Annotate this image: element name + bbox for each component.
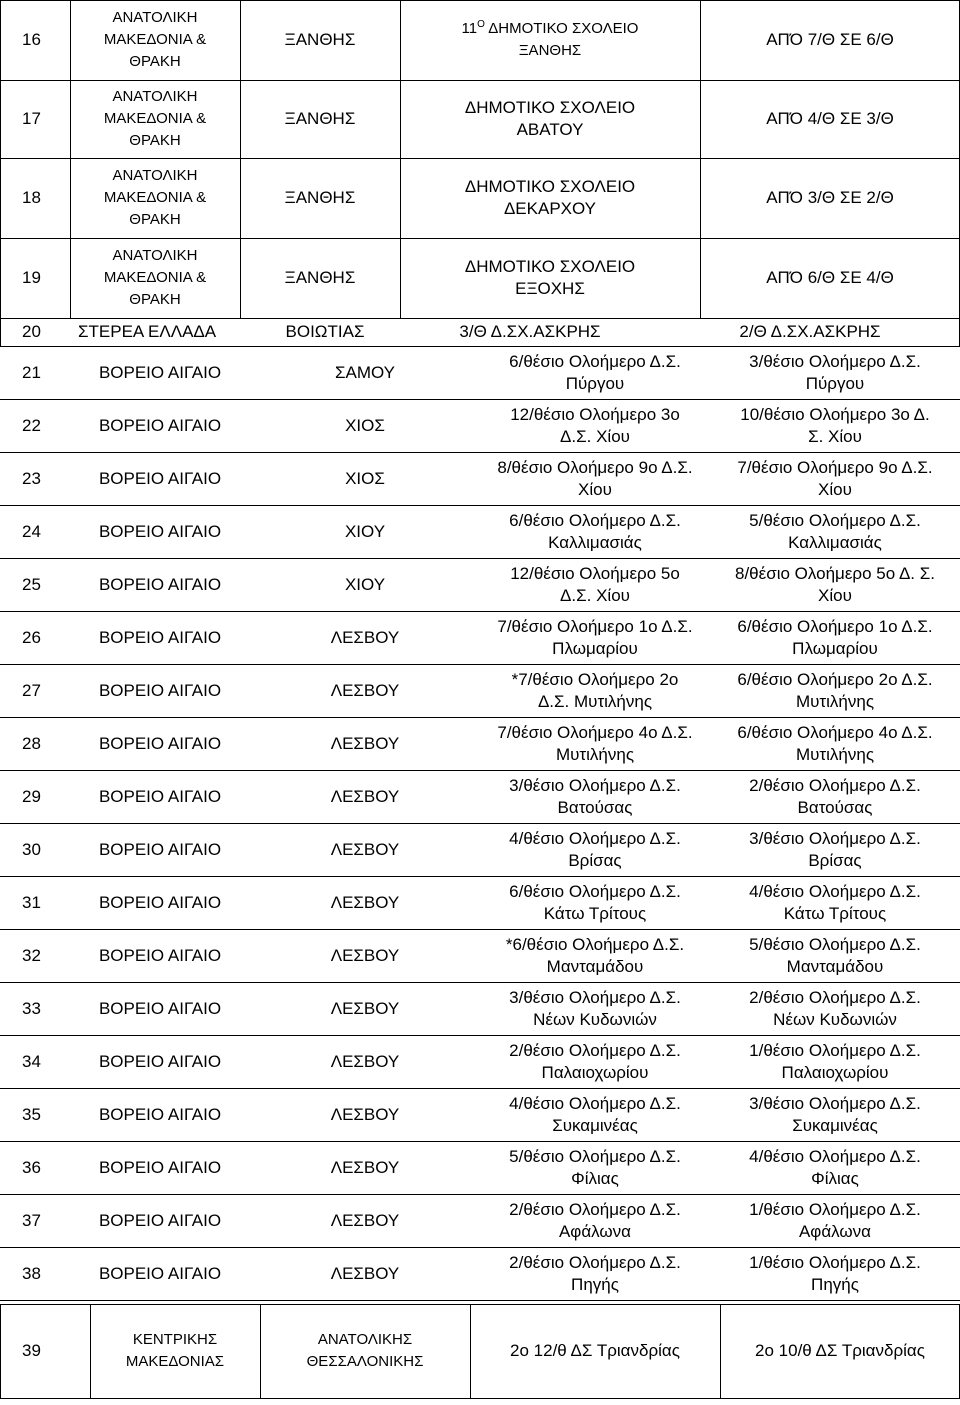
unit-cell bbox=[250, 876, 480, 929]
from-cell bbox=[470, 1247, 720, 1300]
to-cell bbox=[710, 823, 960, 876]
row-number-text: 24 bbox=[22, 521, 41, 541]
row-number-text: 18 bbox=[22, 188, 41, 207]
column-divider bbox=[400, 0, 401, 318]
unit-cell bbox=[250, 558, 480, 611]
unit-cell-text: ΞΑΝΘΗΣ bbox=[284, 188, 356, 207]
from-cell bbox=[470, 1035, 720, 1088]
region-cell bbox=[70, 1194, 250, 1247]
from-cell-text: 3/θέσιο Ολοήμερο Δ.Σ. Νέων Κυδωνιών bbox=[509, 987, 681, 1029]
row-number-text: 32 bbox=[22, 945, 41, 965]
change-cell bbox=[700, 158, 960, 238]
unit-cell bbox=[240, 80, 400, 158]
row-number-text: 25 bbox=[22, 574, 41, 594]
region-cell-text: ΒΟΡΕΙΟ ΑΙΓΑΙΟ bbox=[98, 415, 222, 435]
row-number-text: 16 bbox=[22, 30, 41, 49]
row-number-text: 31 bbox=[22, 892, 41, 912]
unit-cell bbox=[250, 505, 480, 558]
region-cell-text: ΒΟΡΕΙΟ ΑΙΓΑΙΟ bbox=[98, 680, 222, 700]
to-cell-text: 10/θέσιο Ολοήμερο 3ο Δ. Σ. Χίου bbox=[740, 404, 930, 446]
column-divider bbox=[0, 0, 1, 346]
to-cell bbox=[710, 505, 960, 558]
to-cell bbox=[710, 1141, 960, 1194]
unit-cell-text: ΞΑΝΘΗΣ bbox=[284, 30, 356, 49]
from-cell bbox=[470, 399, 720, 452]
change-cell-text: ΑΠΌ 7/Θ ΣΕ 6/Θ bbox=[766, 30, 894, 49]
row-number-text: 33 bbox=[22, 998, 41, 1018]
region-cell-text: ΒΟΡΕΙΟ ΑΙΓΑΙΟ bbox=[98, 1157, 222, 1177]
to-cell-text: 5/θέσιο Ολοήμερο Δ.Σ. Καλλιμασιάς bbox=[749, 510, 921, 552]
unit-cell bbox=[250, 982, 480, 1035]
region-cell-text: ΑΝΑΤΟΛΙΚΗ ΜΑΚΕΔΟΝΙΑ & ΘΡΑΚΗ bbox=[103, 88, 207, 149]
unit-cell bbox=[250, 611, 480, 664]
to-cell bbox=[710, 1035, 960, 1088]
to-cell-text: 2/θέσιο Ολοήμερο Δ.Σ. Νέων Κυδωνιών bbox=[749, 987, 921, 1029]
region-cell-text: ΒΟΡΕΙΟ ΑΙΓΑΙΟ bbox=[98, 362, 222, 382]
region-cell-text: ΒΟΡΕΙΟ ΑΙΓΑΙΟ bbox=[98, 1104, 222, 1124]
row-number-text: 19 bbox=[22, 268, 41, 287]
to-cell-text: 3/θέσιο Ολοήμερο Δ.Σ. Βρίσας bbox=[749, 828, 921, 870]
from-cell-text: 2/θέσιο Ολοήμερο Δ.Σ. Πηγής bbox=[509, 1252, 681, 1294]
school-prefix-sup: Ο bbox=[477, 19, 485, 30]
region-cell bbox=[70, 238, 240, 318]
change-cell-text: ΑΠΌ 6/Θ ΣΕ 4/Θ bbox=[766, 268, 894, 287]
region-cell-text: ΒΟΡΕΙΟ ΑΙΓΑΙΟ bbox=[98, 892, 222, 912]
from-cell-text: 2ο 12/θ ΔΣ Τριανδρίας bbox=[510, 1341, 680, 1360]
to-cell-text: 6/θέσιο Ολοήμερο 2ο Δ.Σ. Μυτιλήνης bbox=[737, 669, 933, 711]
from-cell-text: *6/θέσιο Ολοήμερο Δ.Σ. Μανταμάδου bbox=[505, 934, 685, 976]
school-cell bbox=[400, 80, 700, 158]
school-number bbox=[462, 20, 485, 37]
region-cell-text: ΒΟΡΕΙΟ ΑΙΓΑΙΟ bbox=[98, 1051, 222, 1071]
unit-cell-text: ΛΕΣΒΟΥ bbox=[330, 1263, 400, 1283]
row-divider bbox=[0, 0, 960, 1]
region-cell-text: ΑΝΑΤΟΛΙΚΗ ΜΑΚΕΔΟΝΙΑ & ΘΡΑΚΗ bbox=[103, 9, 207, 70]
from-cell-text: 2/θέσιο Ολοήμερο Δ.Σ. Αφάλωνα bbox=[509, 1199, 681, 1241]
row-number-text: 26 bbox=[22, 627, 41, 647]
to-cell bbox=[710, 1088, 960, 1141]
from-cell-text: 12/θέσιο Ολοήμερο 5ο Δ.Σ. Χίου bbox=[510, 563, 680, 605]
from-cell bbox=[400, 318, 660, 346]
region-cell bbox=[70, 80, 240, 158]
unit-cell bbox=[250, 452, 480, 505]
row-number-text: 29 bbox=[22, 786, 41, 806]
unit-cell-text: ΛΕΣΒΟΥ bbox=[330, 627, 400, 647]
unit-cell-text: ΞΑΝΘΗΣ bbox=[284, 109, 356, 128]
to-cell-text: 2/θέσιο Ολοήμερο Δ.Σ. Βατούσας bbox=[749, 775, 921, 817]
row-number-text: 35 bbox=[22, 1104, 41, 1124]
change-cell-text: ΑΠΌ 3/Θ ΣΕ 2/Θ bbox=[766, 188, 894, 207]
to-cell-text: 3/θέσιο Ολοήμερο Δ.Σ. Συκαμινέας bbox=[749, 1093, 921, 1135]
change-cell bbox=[700, 80, 960, 158]
change-cell bbox=[700, 238, 960, 318]
from-cell bbox=[470, 1194, 720, 1247]
from-cell-text: 3/θέσιο Ολοήμερο Δ.Σ. Βατούσας bbox=[509, 775, 681, 817]
region-cell-text: ΒΟΡΕΙΟ ΑΙΓΑΙΟ bbox=[98, 574, 222, 594]
region-cell-text: ΒΟΡΕΙΟ ΑΙΓΑΙΟ bbox=[98, 521, 222, 541]
to-cell-text: 6/θέσιο Ολοήμερο 1ο Δ.Σ. Πλωμαρίου bbox=[737, 616, 933, 658]
unit-cell bbox=[240, 238, 400, 318]
column-divider bbox=[470, 1304, 471, 1398]
region-cell bbox=[70, 346, 250, 399]
from-cell-text: 6/θέσιο Ολοήμερο Δ.Σ. Καλλιμασιάς bbox=[509, 510, 681, 552]
to-cell bbox=[710, 346, 960, 399]
unit-cell bbox=[240, 318, 410, 346]
region-cell bbox=[70, 1035, 250, 1088]
region-cell bbox=[70, 452, 250, 505]
region-cell-text: ΒΟΡΕΙΟ ΑΙΓΑΙΟ bbox=[98, 839, 222, 859]
from-cell-text: 6/θέσιο Ολοήμερο Δ.Σ. Κάτω Τρίτους bbox=[509, 881, 681, 923]
from-cell bbox=[470, 505, 720, 558]
column-divider bbox=[260, 1304, 261, 1398]
unit-cell-text: ΛΕΣΒΟΥ bbox=[330, 839, 400, 859]
from-cell bbox=[470, 664, 720, 717]
column-divider bbox=[0, 1304, 1, 1398]
from-cell-text: 7/θέσιο Ολοήμερο 4ο Δ.Σ. Μυτιλήνης bbox=[497, 722, 693, 764]
region-cell bbox=[70, 318, 248, 346]
from-cell-text: 2/θέσιο Ολοήμερο Δ.Σ. Παλαιοχωρίου bbox=[509, 1040, 681, 1082]
region-cell-text: ΒΟΡΕΙΟ ΑΙΓΑΙΟ bbox=[98, 627, 222, 647]
region-cell bbox=[70, 158, 240, 238]
to-cell bbox=[660, 318, 960, 346]
region-cell-text: ΑΝΑΤΟΛΙΚΗ ΜΑΚΕΔΟΝΙΑ & ΘΡΑΚΗ bbox=[103, 167, 207, 228]
from-cell-text: *7/θέσιο Ολοήμερο 2ο Δ.Σ. Μυτιλήνης bbox=[511, 669, 679, 711]
from-cell bbox=[470, 558, 720, 611]
school-cell-text: ΔΗΜΟΤΙΚΟ ΣΧΟΛΕΙΟ ΔΕΚΑΡΧΟΥ bbox=[464, 177, 636, 218]
column-divider bbox=[90, 1304, 91, 1398]
region-cell bbox=[70, 876, 250, 929]
row-number-text: 38 bbox=[22, 1263, 41, 1283]
column-divider bbox=[70, 0, 71, 318]
to-cell-text: 2/Θ Δ.ΣΧ.ΑΣΚΡΗΣ bbox=[739, 322, 881, 341]
from-cell bbox=[470, 452, 720, 505]
region-cell bbox=[70, 1247, 250, 1300]
row-number-text: 27 bbox=[22, 680, 41, 700]
region-cell-text: ΒΟΡΕΙΟ ΑΙΓΑΙΟ bbox=[98, 786, 222, 806]
unit-cell-text: ΣΑΜΟΥ bbox=[334, 362, 396, 382]
region-cell bbox=[70, 558, 250, 611]
region-cell-text: ΒΟΡΕΙΟ ΑΙΓΑΙΟ bbox=[98, 1210, 222, 1230]
to-cell-text: 1/θέσιο Ολοήμερο Δ.Σ. Παλαιοχωρίου bbox=[749, 1040, 921, 1082]
change-cell bbox=[700, 0, 960, 80]
unit-cell-text: ΛΕΣΒΟΥ bbox=[330, 733, 400, 753]
unit-cell-text: ΧΙΟΥ bbox=[344, 521, 386, 541]
column-divider bbox=[700, 0, 701, 318]
region-cell bbox=[90, 1304, 260, 1398]
unit-cell bbox=[250, 770, 480, 823]
row-divider bbox=[0, 1398, 960, 1399]
to-cell bbox=[710, 558, 960, 611]
unit-cell bbox=[250, 823, 480, 876]
unit-cell bbox=[250, 664, 480, 717]
region-cell-text: ΒΟΡΕΙΟ ΑΙΓΑΙΟ bbox=[98, 1263, 222, 1283]
unit-cell-text: ΛΕΣΒΟΥ bbox=[330, 1210, 400, 1230]
from-cell-text: 3/Θ Δ.ΣΧ.ΑΣΚΡΗΣ bbox=[459, 322, 601, 341]
from-cell bbox=[470, 1304, 720, 1398]
to-cell bbox=[710, 1194, 960, 1247]
row-number-text: 34 bbox=[22, 1051, 41, 1071]
to-cell bbox=[710, 982, 960, 1035]
unit-cell bbox=[250, 1141, 480, 1194]
school-cell-text: ΔΗΜΟΤΙΚΟ ΣΧΟΛΕΙΟ ΞΑΝΘΗΣ bbox=[488, 20, 639, 59]
to-cell bbox=[710, 876, 960, 929]
unit-cell-text: ΛΕΣΒΟΥ bbox=[330, 892, 400, 912]
to-cell-text: 8/θέσιο Ολοήμερο 5ο Δ. Σ. Χίου bbox=[735, 563, 935, 605]
unit-cell-text: ΑΝΑΤΟΛΙΚΗΣ ΘΕΣΣΑΛΟΝΙΚΗΣ bbox=[306, 1331, 424, 1370]
unit-cell-text: ΛΕΣΒΟΥ bbox=[330, 1104, 400, 1124]
school-prefix: 11 bbox=[461, 20, 478, 37]
row-number-text: 22 bbox=[22, 415, 41, 435]
from-cell-text: 8/θέσιο Ολοήμερο 9ο Δ.Σ. Χίου bbox=[497, 457, 693, 499]
from-cell bbox=[470, 982, 720, 1035]
from-cell bbox=[470, 876, 720, 929]
row-number-text: 21 bbox=[22, 362, 41, 382]
from-cell bbox=[470, 1141, 720, 1194]
region-cell bbox=[70, 982, 250, 1035]
school-cell bbox=[400, 0, 700, 80]
unit-cell-text: ΧΙΟΥ bbox=[344, 574, 386, 594]
row-divider bbox=[0, 1300, 960, 1301]
from-cell-text: 7/θέσιο Ολοήμερο 1ο Δ.Σ. Πλωμαρίου bbox=[497, 616, 693, 658]
row-number-text: 36 bbox=[22, 1157, 41, 1177]
unit-cell bbox=[260, 1304, 470, 1398]
unit-cell bbox=[250, 717, 480, 770]
region-cell-text: ΒΟΡΕΙΟ ΑΙΓΑΙΟ bbox=[98, 945, 222, 965]
unit-cell-text: ΛΕΣΒΟΥ bbox=[330, 945, 400, 965]
to-cell-text: 1/θέσιο Ολοήμερο Δ.Σ. Αφάλωνα bbox=[749, 1199, 921, 1241]
region-cell bbox=[70, 929, 250, 982]
column-divider bbox=[720, 1304, 721, 1398]
school-cell bbox=[400, 158, 700, 238]
region-cell bbox=[70, 1141, 250, 1194]
unit-cell-text: ΒΟΙΩΤΙΑΣ bbox=[285, 322, 365, 341]
unit-cell-text: ΧΙΟΣ bbox=[345, 468, 385, 488]
unit-cell-text: ΛΕΣΒΟΥ bbox=[330, 1157, 400, 1177]
unit-cell-text: ΛΕΣΒΟΥ bbox=[330, 680, 400, 700]
row-number-text: 20 bbox=[22, 322, 41, 341]
row-number-text: 28 bbox=[22, 733, 41, 753]
from-cell bbox=[470, 929, 720, 982]
region-cell-text: ΒΟΡΕΙΟ ΑΙΓΑΙΟ bbox=[98, 998, 222, 1018]
to-cell bbox=[710, 770, 960, 823]
row-number-text: 30 bbox=[22, 839, 41, 859]
region-cell bbox=[70, 611, 250, 664]
to-cell-text: 2ο 10/θ ΔΣ Τριανδρίας bbox=[755, 1341, 925, 1360]
from-cell bbox=[470, 611, 720, 664]
to-cell-text: 1/θέσιο Ολοήμερο Δ.Σ. Πηγής bbox=[749, 1252, 921, 1294]
region-cell bbox=[70, 664, 250, 717]
from-cell-text: 4/θέσιο Ολοήμερο Δ.Σ. Βρίσας bbox=[509, 828, 681, 870]
from-cell bbox=[470, 823, 720, 876]
region-cell bbox=[70, 399, 250, 452]
to-cell-text: 4/θέσιο Ολοήμερο Δ.Σ. Κάτω Τρίτους bbox=[749, 881, 921, 923]
school-name-wrap bbox=[462, 18, 639, 62]
row-number-text: 37 bbox=[22, 1210, 41, 1230]
to-cell-text: 4/θέσιο Ολοήμερο Δ.Σ. Φίλιας bbox=[749, 1146, 921, 1188]
unit-cell bbox=[240, 0, 400, 80]
unit-cell-text: ΛΕΣΒΟΥ bbox=[330, 998, 400, 1018]
to-cell bbox=[710, 664, 960, 717]
row-divider bbox=[0, 158, 960, 159]
unit-cell bbox=[250, 1194, 480, 1247]
to-cell-text: 7/θέσιο Ολοήμερο 9ο Δ.Σ. Χίου bbox=[737, 457, 933, 499]
region-cell bbox=[70, 770, 250, 823]
from-cell bbox=[470, 346, 720, 399]
school-cell bbox=[400, 238, 700, 318]
region-cell-text: ΣΤΕΡΕΑ ΕΛΛΑΔΑ bbox=[78, 322, 217, 341]
unit-cell bbox=[250, 1247, 480, 1300]
row-number-text: 39 bbox=[22, 1341, 41, 1360]
row-number-text: 23 bbox=[22, 468, 41, 488]
from-cell-text: 5/θέσιο Ολοήμερο Δ.Σ. Φίλιας bbox=[509, 1146, 681, 1188]
to-cell bbox=[720, 1304, 960, 1398]
from-cell-text: 12/θέσιο Ολοήμερο 3ο Δ.Σ. Χίου bbox=[510, 404, 680, 446]
unit-cell bbox=[240, 158, 400, 238]
row-number-text: 17 bbox=[22, 109, 41, 128]
to-cell bbox=[710, 929, 960, 982]
region-cell-text: ΒΟΡΕΙΟ ΑΙΓΑΙΟ bbox=[98, 733, 222, 753]
to-cell-text: 3/θέσιο Ολοήμερο Δ.Σ. Πύργου bbox=[749, 351, 921, 393]
to-cell-text: 6/θέσιο Ολοήμερο 4ο Δ.Σ. Μυτιλήνης bbox=[737, 722, 933, 764]
from-cell-text: 4/θέσιο Ολοήμερο Δ.Σ. Συκαμινέας bbox=[509, 1093, 681, 1135]
unit-cell bbox=[250, 1088, 480, 1141]
from-cell bbox=[470, 1088, 720, 1141]
school-cell-text: ΔΗΜΟΤΙΚΟ ΣΧΟΛΕΙΟ ΑΒΑΤΟΥ bbox=[464, 98, 636, 139]
region-cell-text: ΑΝΑΤΟΛΙΚΗ ΜΑΚΕΔΟΝΙΑ & ΘΡΑΚΗ bbox=[103, 247, 207, 308]
row-divider bbox=[0, 80, 960, 81]
region-cell-text: ΚΕΝΤΡΙΚΗΣ ΜΑΚΕΔΟΝΙΑΣ bbox=[125, 1331, 225, 1370]
to-cell bbox=[710, 717, 960, 770]
to-cell bbox=[710, 399, 960, 452]
unit-cell-text: ΛΕΣΒΟΥ bbox=[330, 1051, 400, 1071]
from-cell-text: 6/θέσιο Ολοήμερο Δ.Σ. Πύργου bbox=[509, 351, 681, 393]
region-cell bbox=[70, 505, 250, 558]
region-cell bbox=[70, 1088, 250, 1141]
unit-cell bbox=[250, 399, 480, 452]
school-cell-text: ΔΗΜΟΤΙΚΟ ΣΧΟΛΕΙΟ ΕΞΟΧΗΣ bbox=[464, 257, 636, 298]
row-divider bbox=[0, 238, 960, 239]
unit-cell bbox=[250, 346, 480, 399]
to-cell bbox=[710, 611, 960, 664]
region-cell bbox=[70, 717, 250, 770]
to-cell bbox=[710, 452, 960, 505]
from-cell bbox=[470, 770, 720, 823]
change-cell-text: ΑΠΌ 4/Θ ΣΕ 3/Θ bbox=[766, 109, 894, 128]
unit-cell-text: ΞΑΝΘΗΣ bbox=[284, 268, 356, 287]
region-cell bbox=[70, 0, 240, 80]
unit-cell-text: ΧΙΟΣ bbox=[345, 415, 385, 435]
from-cell bbox=[470, 717, 720, 770]
to-cell-text: 5/θέσιο Ολοήμερο Δ.Σ. Μανταμάδου bbox=[749, 934, 921, 976]
unit-cell-text: ΛΕΣΒΟΥ bbox=[330, 786, 400, 806]
unit-cell bbox=[250, 1035, 480, 1088]
unit-cell bbox=[250, 929, 480, 982]
region-cell-text: ΒΟΡΕΙΟ ΑΙΓΑΙΟ bbox=[98, 468, 222, 488]
column-divider bbox=[240, 0, 241, 318]
region-cell bbox=[70, 823, 250, 876]
to-cell bbox=[710, 1247, 960, 1300]
